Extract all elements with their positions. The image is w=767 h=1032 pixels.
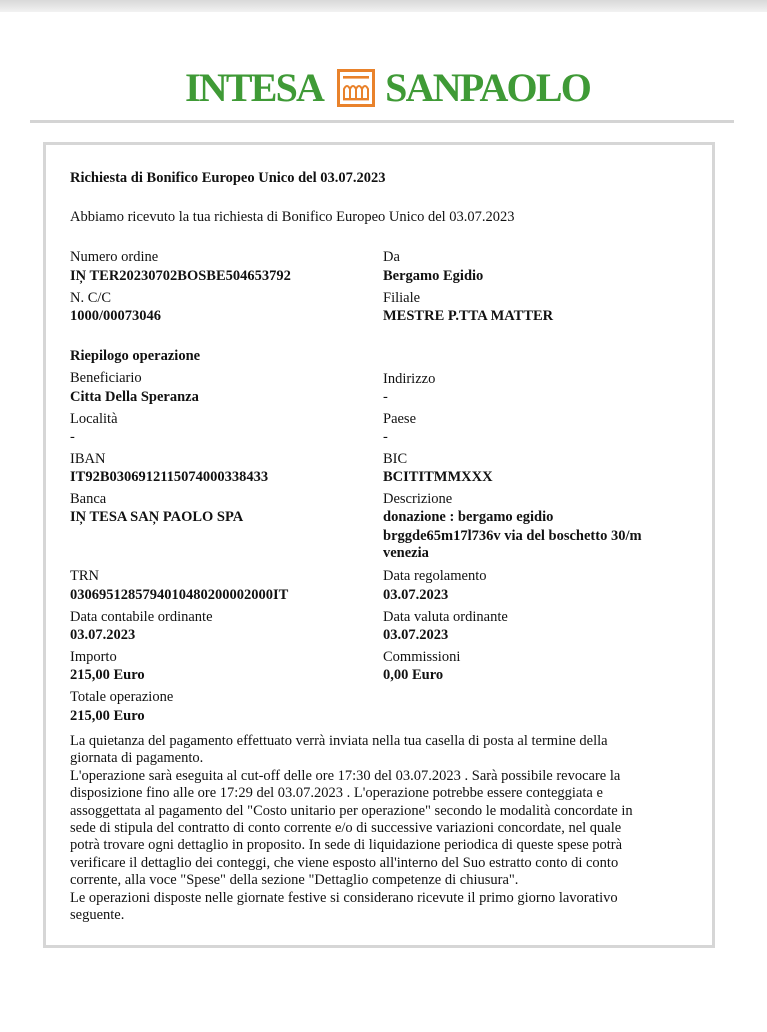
paese-value: - xyxy=(383,429,388,445)
localita-value: - xyxy=(70,429,75,445)
note-line: sede di stipula del contratto di conto corrente e/o di successive variazioni concordate, nel quale xyxy=(70,820,622,837)
indirizzo-value: - xyxy=(383,389,388,405)
paese-label: Paese xyxy=(383,411,417,427)
numero-ordine-label: Numero ordine xyxy=(70,249,159,265)
note-line: potrà trovare ogni dettaglio in proposito. In sede di liquidazione periodica di queste spese potrà xyxy=(70,837,623,854)
localita-label: Località xyxy=(70,411,118,427)
note-line: La quietanza del pagamento effettuato verrà inviata nella tua casella di posta al termine della xyxy=(70,733,608,749)
banca-value: IŅ TESA SAŅ PAOLO SPA xyxy=(70,509,244,525)
iban-value: IT92B0306912115074000338433 xyxy=(70,469,269,485)
importo-value: 215,00 Euro xyxy=(70,667,145,683)
note-line: assoggettata al pagamento del "Costo unitario per operazione" secondo le modalità concordate in xyxy=(70,802,633,819)
commissioni-label: Commissioni xyxy=(383,649,461,665)
data-valuta-label: Data valuta ordinante xyxy=(383,609,508,625)
data-valuta-value: 03.07.2023 xyxy=(383,627,449,643)
ncc-label: N. C/C xyxy=(70,290,112,306)
bic-label: BIC xyxy=(383,451,408,467)
note-line: seguente. xyxy=(70,907,125,924)
brand-right: SANPAOLO xyxy=(385,65,591,110)
filiale-value: MESTRE P.TTA MATTER xyxy=(383,308,554,324)
data-regolamento-value: 03.07.2023 xyxy=(383,587,449,603)
descrizione-line-1: donazione : bergamo egidio xyxy=(383,509,554,525)
totale-value: 215,00 Euro xyxy=(70,708,145,724)
note-line: Le operazioni disposte nelle giornate festive si considerano ricevute il primo giorno lavorativo xyxy=(70,889,618,906)
numero-ordine-value: IŅ TER20230702BOSBE504653792 xyxy=(70,268,291,284)
note-line: verificare il dettaglio dei conteggi, che viene esposto all'interno del Suo estratto conto di conto xyxy=(70,854,619,871)
notes-paragraph xyxy=(70,733,698,924)
trn-label: TRN xyxy=(70,568,99,584)
trn-value: 0306951285794010480200002000IT xyxy=(70,587,289,603)
importo-label: Importo xyxy=(70,649,117,665)
iban-label: IBAN xyxy=(70,451,106,467)
note-line: disposizione fino alle ore 17:29 del 03.07.2023 . L'operazione potrebbe essere conteggiata e xyxy=(70,785,603,802)
indirizzo-label: Indirizzo xyxy=(383,371,436,387)
doc-title: Richiesta di Bonifico Europeo Unico del 03.07.2023 xyxy=(70,170,386,186)
header-divider xyxy=(30,120,734,123)
data-regolamento-label: Data regolamento xyxy=(383,568,487,584)
bridge-arches-icon xyxy=(337,69,375,107)
note-line: corrente, alla voce "Spese" della sezione "Dettaglio competenze di chiusura". xyxy=(70,872,519,889)
riepilogo-heading: Riepilogo operazione xyxy=(70,348,201,364)
da-label: Da xyxy=(383,249,400,265)
totale-label: Totale operazione xyxy=(70,689,174,705)
descrizione-label: Descrizione xyxy=(383,491,453,507)
data-contabile-label: Data contabile ordinante xyxy=(70,609,213,625)
doc-intro: Abbiamo ricevuto la tua richiesta di Bonifico Europeo Unico del 03.07.2023 xyxy=(70,209,515,225)
top-bar xyxy=(0,0,767,12)
ncc-value: 1000/00073046 xyxy=(70,308,162,324)
banca-label: Banca xyxy=(70,491,107,507)
note-line: L'operazione sarà eseguita al cut-off delle ore 17:30 del 03.07.2023 . Sarà possibile revocare la xyxy=(70,767,621,784)
bic-value: BCITITMMXXX xyxy=(383,469,493,485)
brand-left: INTESA xyxy=(185,65,324,110)
beneficiario-value: Citta Della Speranza xyxy=(70,389,199,405)
data-contabile-value: 03.07.2023 xyxy=(70,627,136,643)
descrizione-line-2: brggde65m17l736v via del boschetto 30/m xyxy=(383,528,642,544)
descrizione-line-3: venezia xyxy=(383,545,429,561)
filiale-label: Filiale xyxy=(383,290,421,306)
commissioni-value: 0,00 Euro xyxy=(383,667,444,683)
da-value: Bergamo Egidio xyxy=(383,268,484,284)
note-line: giornata di pagamento. xyxy=(70,750,204,767)
beneficiario-label: Beneficiario xyxy=(70,370,142,386)
intesa-sanpaolo-logo xyxy=(185,66,590,110)
